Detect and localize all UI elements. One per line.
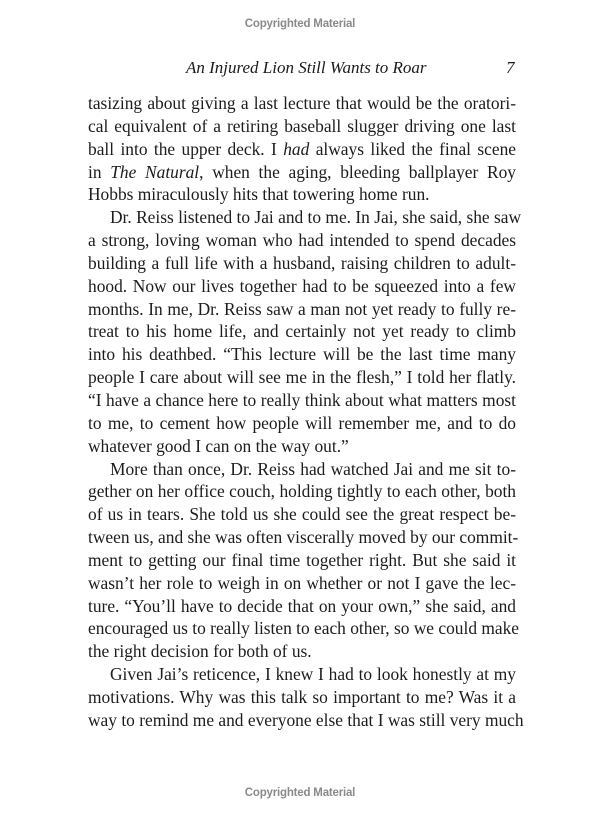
text-line [88, 138, 516, 161]
text-line: people I care about will see me in the flesh,” I told her flatly. [88, 367, 516, 388]
text-line: ture. “You’ll have to decide that on your own,” she said, and [88, 595, 516, 616]
page-number: 7 [506, 58, 515, 77]
running-head-title: An Injured Lion Still Wants to Roar [186, 58, 427, 77]
text-line: hood. Now our lives together had to be squeezed into a few [88, 275, 516, 296]
italic-text: The Natural [110, 161, 200, 182]
text-line: whatever good I can on the way out.” [88, 435, 349, 456]
text-line: ment to getting our final time together right. But she said it [88, 549, 516, 570]
text-line: of us in tears. She told us she could see the great respect be- [88, 504, 516, 525]
text-line: motivations. Why was this talk so important to me? Was it a [88, 686, 516, 707]
text-line: Hobbs miraculously hits that towering home run. [88, 184, 430, 205]
text-line: encouraged us to really listen to each other, so we could make [88, 618, 520, 639]
text-line: “I have a chance here to really think about what matters most [88, 389, 516, 410]
text-line: tasizing about giving a last lecture that would be the oratori- [88, 93, 516, 113]
text-line: into his deathbed. “This lecture will be the last time many [88, 344, 516, 365]
text-line [88, 161, 516, 184]
text-line: cal equivalent of a retiring baseball slugger driving one last [88, 115, 516, 136]
text-segment: , when the aging, bleeding ballplayer Roy [199, 161, 516, 182]
watermark-top: Copyrighted Material [244, 18, 356, 30]
text-line: More than once, Dr. Reiss had watched Jai and me sit to- [110, 458, 516, 479]
text-segment: ball into the upper deck. I [88, 138, 284, 159]
text-line: tween us, and she was often viscerally moved by our commit- [88, 527, 519, 548]
italic-text: had [283, 138, 310, 159]
text-segment: in [88, 161, 111, 182]
text-line: months. In me, Dr. Reiss saw a man not yet ready to fully re- [88, 298, 516, 319]
text-line: wasn’t her role to weigh in on whether or not I gave the lec- [88, 572, 516, 593]
text-line: way to remind me and everyone else that I was still very much [88, 709, 524, 730]
text-line: treat to his home life, and certainly not yet ready to climb [88, 321, 516, 342]
text-line: the right decision for both of us. [88, 641, 312, 662]
text-line: a strong, loving woman who had intended to spend decades [88, 230, 516, 251]
text-line: to me, to cement how people will remember me, and to do [88, 412, 516, 433]
watermark-bottom: Copyrighted Material [244, 787, 356, 799]
text-line: Dr. Reiss listened to Jai and to me. In Jai, she said, she saw [110, 207, 522, 228]
text-line: gether on her office couch, holding tightly to each other, both [88, 481, 516, 502]
text-line: Given Jai’s reticence, I knew I had to look honestly at my [110, 664, 516, 685]
text-segment: always liked the final scene [309, 138, 516, 159]
text-line: building a full life with a husband, raising children to adult- [88, 252, 516, 273]
body-text [88, 92, 524, 732]
